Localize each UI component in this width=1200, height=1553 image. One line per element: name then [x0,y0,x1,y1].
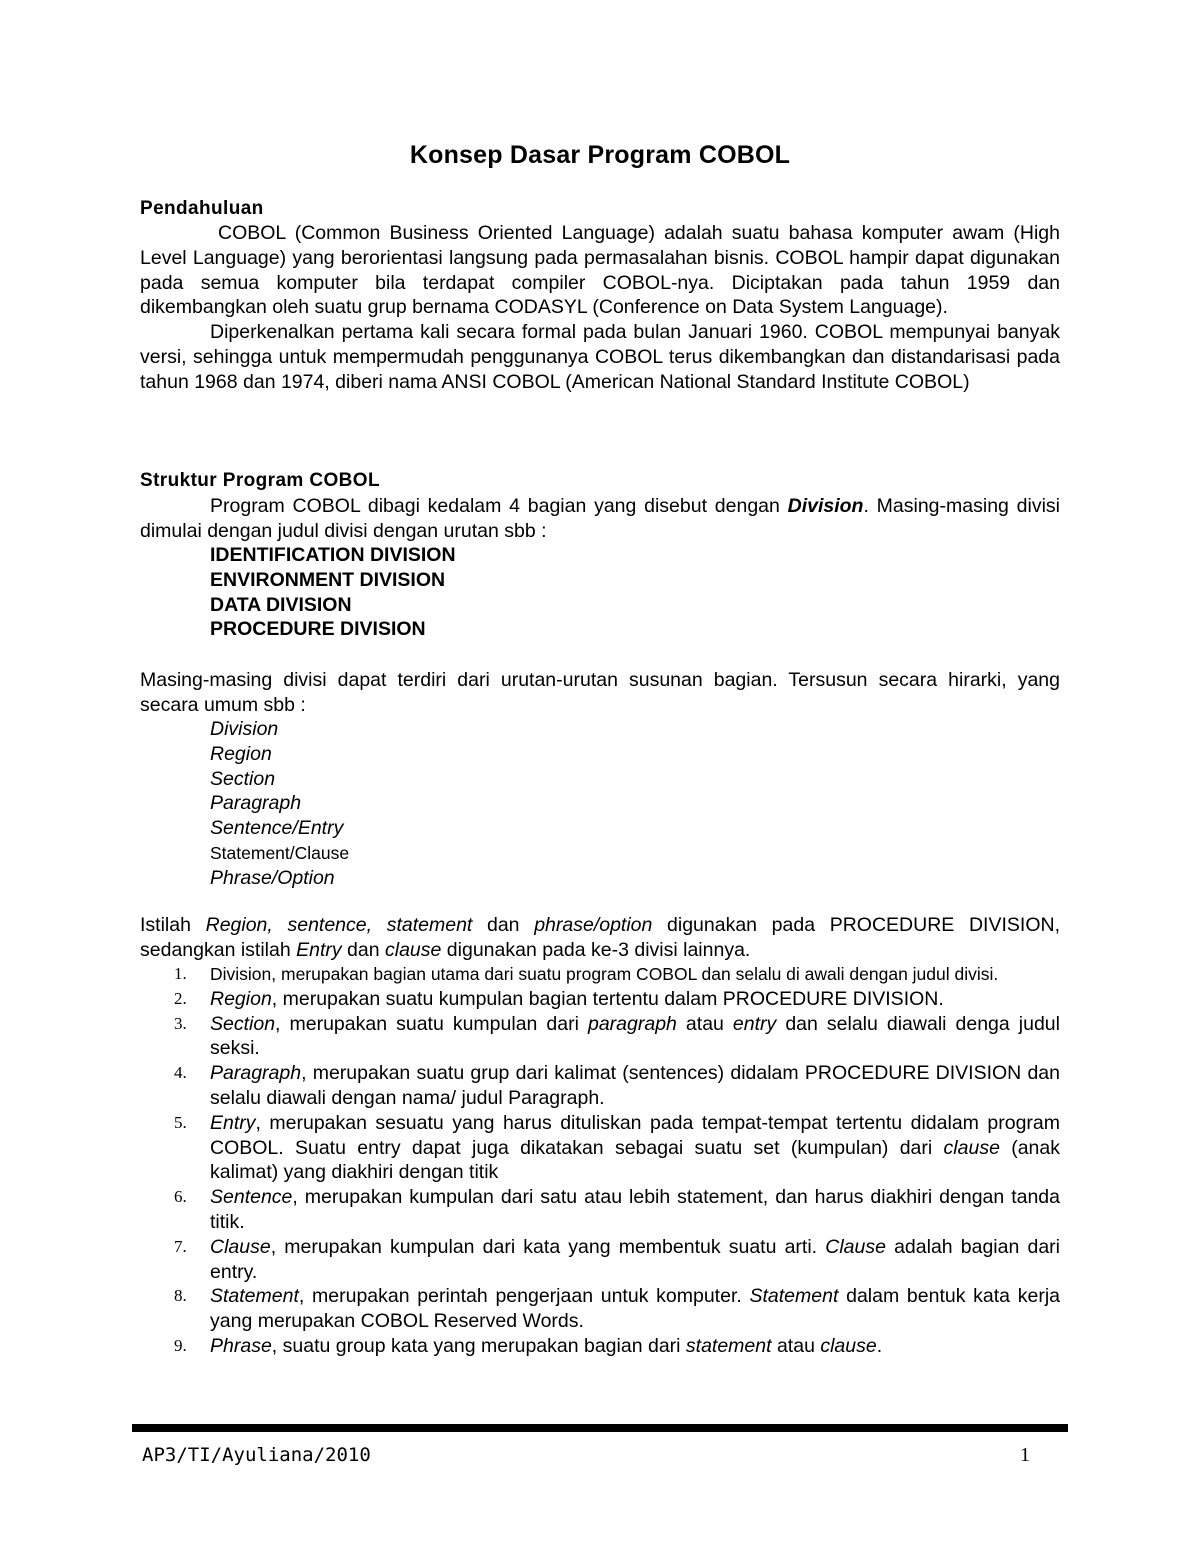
istilah-text: dan [341,938,385,961]
struktur-intro-text-1: Program COBOL dibagi kedalam 4 bagian yang disebut dengan [210,495,788,517]
istilah-text: digunakan pada PROCEDURE DIVISION, sedangkan istilah [140,914,1060,961]
definition-number: 5. [174,1112,187,1132]
definition-text: dalam bentuk kata kerja yang merupakan COBOL Reserved Words. [210,1285,1060,1333]
definition-text: adalah bagian dari entry. [210,1235,1060,1283]
definition-term: Paragraph [210,1062,302,1085]
definition-number: 2. [174,988,187,1008]
definition-item [140,962,1060,987]
definition-term: Clause [210,1235,271,1258]
definition-term: Phrase [210,1334,272,1357]
hierarchy-item: Region [210,742,272,765]
definition-term: Region [210,987,272,1010]
istilah-text: Istilah [140,914,206,936]
hierarchy-item: Phrase/Option [210,866,335,889]
definition-text: , suatu group kata yang merupakan bagian dari [271,1334,686,1357]
hierarchy-item: Statement/Clause [210,842,350,863]
definition-text: . [876,1334,883,1357]
definition-item [140,1111,1060,1185]
definition-text: , merupakan sesuatu yang harus dituliskan pada tempat-tempat tertentu didalam program COBOL. Suatu entry dapat juga dikatakan sebagai suatu set (kumpulan) dari [210,1111,1060,1159]
definition-term: Statement [749,1285,839,1308]
hierarchy-list [210,717,349,891]
definition-number: 9. [174,1335,187,1355]
definition-term: paragraph [587,1012,677,1035]
definition-item [140,1061,1060,1111]
definition-term: entry [732,1012,777,1035]
definition-text: atau [676,1012,733,1035]
definition-item [140,1185,1060,1235]
footer-label: AP3/TI/Ayuliana/2010 [142,1444,371,1466]
definition-number: 3. [174,1013,187,1033]
istilah-term: Region, sentence, statement [205,914,473,936]
section-heading-struktur: Struktur Program COBOL [140,470,380,491]
definition-number: 6. [174,1187,187,1207]
hierarchy-item: Division [210,718,279,740]
page-title: Konsep Dasar Program COBOL [409,141,791,169]
definition-number: 4. [174,1063,187,1083]
division-list [210,543,456,642]
pendahuluan-paragraph-1: COBOL (Common Business Oriented Language) adalah suatu bahasa komputer awam (High Level Language) yang berorientasi langsung pada permasalahan bisnis. COBOL hampir dapat digunakan pada semua komputer bila terdapat compiler COBOL-nya. Diciptakan pada tahun 1959 dan dikembangkan oleh suatu grup bernama CODASYL (Conference on Data System Language). [140,222,1060,319]
struktur-intro-emphasis: Division [787,495,864,517]
definition-item [140,1284,1060,1334]
division-item: DATA DIVISION [210,593,352,616]
definition-number: 1. [174,964,187,983]
definition-term: Section [210,1012,276,1035]
definition-number: 8. [174,1286,187,1306]
definition-item [140,1012,1060,1062]
definition-text: dan selalu diawali denga judul seksi. [210,1012,1060,1060]
definition-item [140,987,1060,1012]
definition-list [140,962,1060,1359]
definition-term: statement [685,1334,772,1357]
definition-item [140,1235,1060,1285]
definition-text: , merupakan kumpulan dari satu atau lebih statement, dan harus diakhiri dengan tanda titik. [210,1186,1060,1233]
division-item: ENVIRONMENT DIVISION [210,568,446,591]
definition-term: clause [820,1334,877,1357]
definition-text: atau [771,1334,821,1357]
footer-rule [132,1424,1068,1432]
definition-text: Division, merupakan bagian utama dari suatu program COBOL dan selalu di awali dengan judul divisi. [210,964,999,984]
definition-text: , merupakan kumpulan dari kata yang membentuk suatu arti. [270,1235,826,1258]
hierarchy-intro: Masing-masing divisi dapat terdiri dari urutan-urutan susunan bagian. Tersusun secara hirarki, yang secara umum sbb : [140,669,1060,716]
definition-text: , merupakan suatu kumpulan bagian tertentu dalam PROCEDURE DIVISION. [271,987,944,1010]
definition-item [140,1334,1060,1359]
definition-text: , merupakan suatu kumpulan dari [275,1012,588,1035]
istilah-term: phrase/option [534,914,653,936]
struktur-intro [140,494,1060,544]
istilah-text: dan [472,914,535,936]
definition-term: Clause [825,1235,886,1258]
division-item: IDENTIFICATION DIVISION [210,544,456,566]
struktur-intro-text-2: . Masing-masing divisi dimulai dengan judul divisi dengan urutan sbb : [140,495,1060,542]
istilah-paragraph [140,913,1060,963]
istilah-text: digunakan pada ke-3 divisi lainnya. [441,938,751,961]
istilah-term: clause [385,938,442,961]
hierarchy-item: Section [210,767,276,790]
definition-term: Sentence [210,1186,293,1209]
pendahuluan-paragraph-2: Diperkenalkan pertama kali secara formal pada bulan Januari 1960. COBOL mempunyai banyak versi, sehingga untuk mempermudah penggunanya COBOL terus dikembangkan dan distandarisasi pada tahun 1968 dan 1974, diberi nama ANSI COBOL (American National Standard Institute COBOL) [140,321,1060,393]
definition-number: 7. [174,1236,187,1256]
definition-text: (anak kalimat) yang diakhiri dengan titik [210,1136,1061,1184]
section-heading-pendahuluan: Pendahuluan [140,198,264,219]
hierarchy-item: Sentence/Entry [210,817,344,840]
pendahuluan-body [140,221,1060,395]
definition-text: , merupakan suatu grup dari kalimat (sentences) didalam PROCEDURE DIVISION dan selalu diawali dengan nama/ judul Paragraph. [210,1062,1060,1109]
division-item: PROCEDURE DIVISION [210,618,426,641]
definition-term: Entry [210,1111,256,1134]
istilah-term: Entry [296,938,342,961]
page-number: 1 [1020,1444,1030,1466]
definition-term: Statement [210,1285,299,1308]
definition-text: , merupakan perintah pengerjaan untuk komputer. [298,1285,750,1308]
definition-term: clause [943,1136,1000,1159]
hierarchy-item: Paragraph [210,792,302,815]
